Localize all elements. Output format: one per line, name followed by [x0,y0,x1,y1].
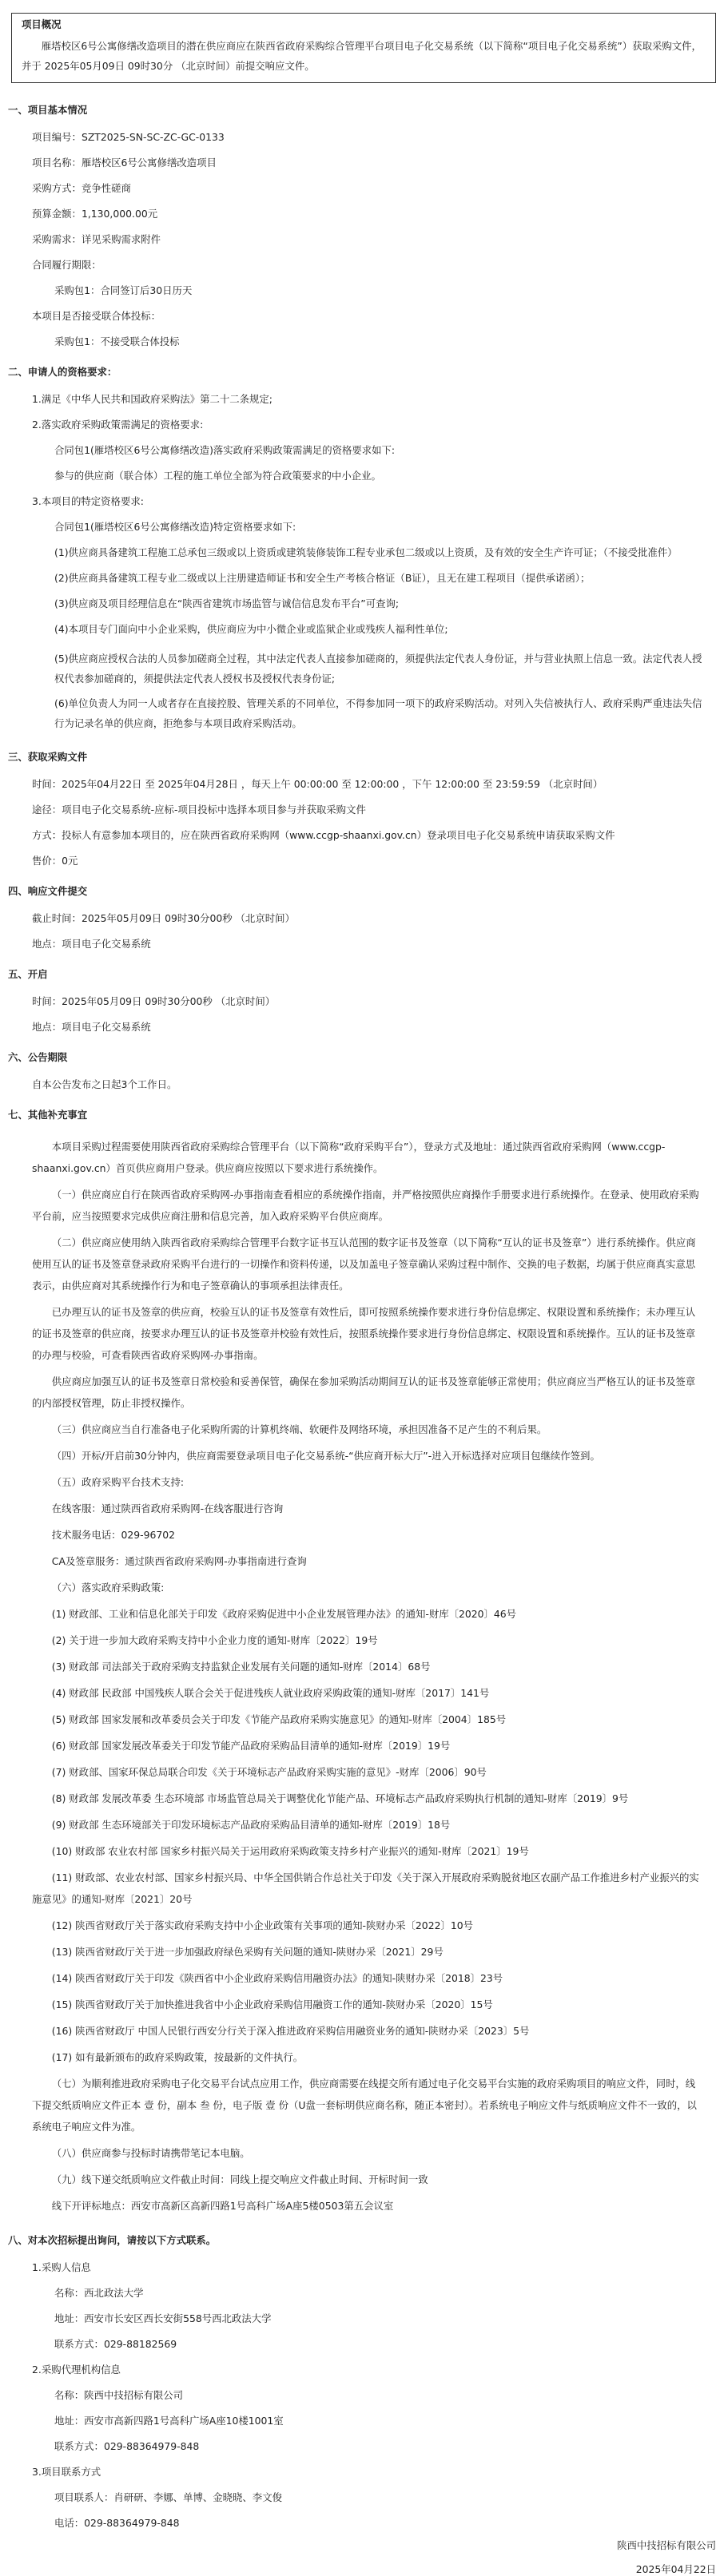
announcement-page [0,13,724,2576]
section-heading: 六、公告期限 [8,1051,68,1063]
section-heading: 五、开启 [8,968,48,980]
policy-item: (16) 陕西省财政厅 中国人民银行西安分行关于深入推进政府采购信用融资业务的通知-陕财办采〔2023〕5号 [51,2025,530,2037]
budget: 预算金额：1,130,000.00元 [32,208,158,220]
supplementary-paragraph: 供应商应加强互认的证书及签章日常校验和妥善保管，确保在参加采购活动期间互认的证书及签章能够正常使用；供应商应当严格互认的证书及签章的内部授权管理，防止非授权操作。 [32,1375,696,1409]
support-ca: CA及签章服务：通过陕西省政府采购网-办事指南进行查询 [51,1555,307,1567]
supplementary-paragraph: （二）供应商应使用纳入陕西省政府采购综合管理平台数字证书互认范围的数字证书及签章（以下简称“互认的证书及签章”）进行系统操作。供应商使用互认的证书及签章登录政府采购平台进行的一切操作和资料传递，以及加盖电子签章确认采购过程中制作、交换的电子数据，均属于供应商真实意思表示，由供应商对其系统操作行为和电子签章确认的事项承担法律责任。 [32,1236,696,1292]
signature-date: 2025年04月22日 [635,2563,716,2575]
signature-company: 陕西中技招标有限公司 [617,2539,716,2551]
contract-period-label: 合同履行期限： [32,259,101,271]
section-heading: 二、申请人的资格要求： [8,366,117,378]
notice-period-text: 自本公告发布之日起3个工作日。 [32,1078,177,1090]
consortium-value: 采购包1：不接受联合体投标 [54,335,180,347]
project-name: 项目名称：雁塔校区6号公寓修缮改造项目 [32,157,217,169]
policy-item: (7) 财政部、国家环保总局联合印发《关于环境标志产品政府采购实施的意见》-财库〔2006〕90号 [51,1766,487,1778]
qualification-item: 2.落实政府采购政策需满足的资格要求: [32,419,204,431]
consortium-label: 本项目是否接受联合体投标： [32,310,161,322]
qualification-item: (6)单位负责人为同一人或者存在直接控股、管理关系的不同单位，不得参加同一项下的政府采购活动。对列入失信被执行人、政府采购严重违法失信行为记录名单的供应商，拒绝参与本项目政府采购活动。 [54,697,702,729]
supplementary-paragraph: （五）政府采购平台技术支持: [51,1476,185,1488]
supplementary-paragraph: （九）线下递交纸质响应文件截止时间：同线上提交响应文件截止时间、开标时间一致 [51,2173,428,2185]
supplementary-paragraph: 已办理互认的证书及签章的供应商，校验互认的证书及签章有效性后，即可按照系统操作要求进行身份信息绑定、权限设置和系统操作；未办理互认的证书及签章的供应商，按要求办理互认的证书及签章并校验有效性后，按照系统操作要求进行身份信息绑定、权限设置和系统操作。互认的证书及签章的办理与校验，可查看陕西省政府采购网-办事指南。 [32,1306,696,1361]
qualification-item: (3)供应商及项目经理信息在“陕西省建筑市场监管与诚信信息发布平台”可查询; [54,597,400,609]
qualification-item: 参与的供应商（联合体）工程的施工单位全部为符合政策要求的中小企业。 [54,470,381,482]
agency-label: 2.采购代理机构信息 [32,2364,121,2376]
overview-body: 雁塔校区6号公寓修缮改造项目的潜在供应商应在陕西省政府采购综合管理平台项目电子化交易系统（以下简称“项目电子化交易系统”）获取采购文件，并于 2025年05月09日 09时30分 （北京时间）前提交响应文件。 [22,40,702,72]
policy-item: (11) 财政部、农业农村部、国家乡村振兴局、中华全国供销合作总社关于印发《关于深入开展政府采购脱贫地区农副产品工作推进乡村产业振兴的实施意见》的通知-财库〔2021〕20号 [32,1871,699,1905]
procurement-method: 采购方式：竞争性磋商 [32,182,131,194]
agency-address: 地址：西安市高新四路1号高科广场A座10楼1001室 [54,2415,284,2427]
supplementary-paragraph: 线下开评标地点：西安市高新区高新四路1号高科广场A座5楼0503第五会议室 [51,2200,394,2212]
policy-item: (9) 财政部 生态环境部关于印发环境标志产品政府采购品目清单的通知-财库〔2019〕18号 [51,1819,451,1831]
obtain-route: 途径：项目电子化交易系统-应标-项目投标中选择本项目参与并获取采购文件 [32,804,366,816]
section-submission [8,885,703,951]
section-opening [8,968,703,1034]
qualification-item: 合同包1(雁塔校区6号公寓修缮改造)特定资格要求如下: [54,521,296,533]
section-heading: 七、其他补充事宜 [8,1109,88,1121]
policy-item: (15) 陕西省财政厅关于加快推进我省中小企业政府采购信用融资工作的通知-陕财办采〔2020〕15号 [51,1998,493,2010]
section-basic-info [8,104,703,348]
section-supplementary [8,1109,703,2217]
policy-item: (12) 陕西省财政厅关于落实政府采购支持中小企业政策有关事项的通知-陕财办采〔2022〕10号 [51,1919,474,1931]
policy-item: (10) 财政部 农业农村部 国家乡村振兴局关于运用政府采购政策支持乡村产业振兴的通知-财库〔2021〕19号 [51,1845,529,1857]
purchaser-name: 名称：西北政法大学 [54,2287,144,2299]
supplementary-paragraph: 本项目采购过程需要使用陕西省政府采购综合管理平台（以下简称“政府采购平台”），登录方式及地址：通过陕西省政府采购网（www.ccgp-shaanxi.gov.cn）首页供应商用户登录。供应商应按照以下要求进行系统操作。 [32,1141,666,1174]
section-heading: 四、响应文件提交 [8,885,88,897]
policy-item: (4) 财政部 民政部 中国残疾人联合会关于促进残疾人就业政府采购政策的通知-财库〔2017〕141号 [51,1687,490,1699]
qualification-item: (4)本项目专门面向中小企业采购，供应商应为中小微企业或监狱企业或残疾人福利性单位; [54,623,448,635]
purchaser-label: 1.采购人信息 [32,2261,91,2273]
supplementary-paragraph: （一）供应商应自行在陕西省政府采购网-办事指南查看相应的系统操作指南，并严格按照供应商操作手册要求进行系统操作。在登录、使用政府采购平台前，应当按照要求完成供应商注册和信息完善，加入政府采购平台供应商库。 [32,1189,699,1222]
section-heading: 八、对本次招标提出询问，请按以下方式联系。 [8,2234,217,2246]
policy-item: (13) 陕西省财政厅关于进一步加强政府绿色采购有关问题的通知-陕财办采〔2021〕29号 [51,1946,444,1958]
qualification-item: (2)供应商具备建筑工程专业二级或以上注册建造师证书和安全生产考核合格证（B证），且无在建工程项目（提供承诺函）； [54,572,591,584]
qualification-item: (1)供应商具备建筑工程施工总承包三级或以上资质或建筑装修装饰工程专业承包二级或以上资质，及有效的安全生产许可证；（不接受批准件） [54,546,678,558]
policy-item: (3) 财政部 司法部关于政府采购支持监狱企业发展有关问题的通知-财库〔2014〕68号 [51,1661,431,1673]
overview-box [11,13,716,83]
support-online: 在线客服：通过陕西省政府采购网-在线客服进行咨询 [51,1502,284,1514]
obtain-time: 时间：2025年04月22日 至 2025年04月28日 ，每天上午 00:00:00 至 12:00:00 ，下午 12:00:00 至 23:59:59 （北京时间） [32,778,603,790]
qualification-item: 合同包1(雁塔校区6号公寓修缮改造)落实政府采购政策需满足的资格要求如下: [54,444,396,456]
project-contact-label: 3.项目联系方式 [32,2466,101,2478]
section-heading: 一、项目基本情况 [8,104,88,116]
supplementary-paragraph: （七）为顺利推进政府采购电子化交易平台试点应用工作，供应商需要在线提交所有通过电子化交易平台实施的政府采购项目的响应文件，同时，线下提交纸质响应文件正本 壹 份，副本 叁 份，电子版 壹 份（U盘一套标明供应商名称，随正本密封）。若系统电子响应文件与纸质响应文件不一致的，以系统电子响应文件为准。 [32,2078,697,2133]
qualification-item: 3.本项目的特定资格要求: [32,495,144,507]
project-contact-phone: 电话：029-88364979-848 [54,2517,180,2529]
opening-location: 地点：项目电子化交易系统 [32,1021,151,1033]
section-qualifications [8,366,703,733]
section-obtain-documents [8,751,703,867]
policy-item: (1) 财政部、工业和信息化部关于印发《政府采购促进中小企业发展管理办法》的通知-财库〔2020〕46号 [51,1608,517,1620]
section-heading: 三、获取采购文件 [8,751,88,763]
section-contact [8,2234,703,2530]
section-notice-period [8,1051,703,1091]
project-contact-people: 项目联系人：肖研研、李娜、单博、金晓晓、李文俊 [54,2491,282,2503]
support-phone: 技术服务电话：029-96702 [51,1529,176,1541]
supplementary-paragraph: （三）供应商应当自行准备电子化采购所需的计算机终端、软硬件及网络环境，承担因准备不足产生的不利后果。 [51,1423,547,1435]
purchaser-contact: 联系方式：029-88182569 [54,2338,177,2350]
qualification-item: 1.满足《中华人民共和国政府采购法》第二十二条规定; [32,393,272,405]
opening-time: 时间：2025年05月09日 09时30分00秒 （北京时间） [32,995,276,1007]
obtain-method: 方式：投标人有意参加本项目的，应在陕西省政府采购网（www.ccgp-shaanxi.gov.cn）登录项目电子化交易系统申请获取采购文件 [32,829,615,841]
policy-item: (8) 财政部 发展改革委 生态环境部 市场监管总局关于调整优化节能产品、环境标志产品政府采购执行机制的通知-财库〔2019〕9号 [51,1792,629,1804]
policy-item: (5) 财政部 国家发展和改革委员会关于印发《节能产品政府采购实施意见》的通知-财库〔2004〕185号 [51,1713,507,1725]
overview-title: 项目概况 [22,18,62,30]
submission-deadline: 截止时间：2025年05月09日 09时30分00秒 （北京时间） [32,912,295,924]
purchaser-address: 地址：西安市长安区西长安街558号西北政法大学 [54,2312,272,2324]
requirements: 采购需求：详见采购需求附件 [32,233,161,245]
contract-period-value: 采购包1：合同签订后30日历天 [54,284,193,296]
policy-item: (6) 财政部 国家发展改革委关于印发节能产品政府采购品目清单的通知-财库〔2019〕19号 [51,1740,451,1752]
obtain-price: 售价：0元 [32,855,78,867]
agency-name: 名称：陕西中技招标有限公司 [54,2389,184,2401]
submission-location: 地点：项目电子化交易系统 [32,938,151,950]
qualification-item: (5)供应商应授权合法的人员参加磋商全过程，其中法定代表人直接参加磋商的，须提供法定代表人身份证，并与营业执照上信息一致。法定代表人授权代表参加磋商的，须提供法定代表人授权书及授权代表身份证; [54,653,702,685]
project-number: 项目编号：SZT2025-SN-SC-ZC-GC-0133 [32,131,225,143]
policy-item: (17) 如有最新颁布的政府采购政策，按最新的文件执行。 [51,2051,304,2063]
policy-item: (2) 关于进一步加大政府采购支持中小企业力度的通知-财库〔2022〕19号 [51,1634,378,1646]
agency-contact: 联系方式：029-88364979-848 [54,2440,200,2452]
supplementary-paragraph: （八）供应商参与投标时请携带笔记本电脑。 [51,2147,250,2159]
policy-heading: （六）落实政府采购政策: [51,1582,165,1594]
supplementary-paragraph: （四）开标/开启前30分钟内，供应商需要登录项目电子化交易系统-“供应商开标大厅”-进入开标选择对应项目包继续作签到。 [51,1450,600,1462]
policy-item: (14) 陕西省财政厅关于印发《陕西省中小企业政府采购信用融资办法》的通知-陕财办采〔2018〕23号 [51,1972,503,1984]
